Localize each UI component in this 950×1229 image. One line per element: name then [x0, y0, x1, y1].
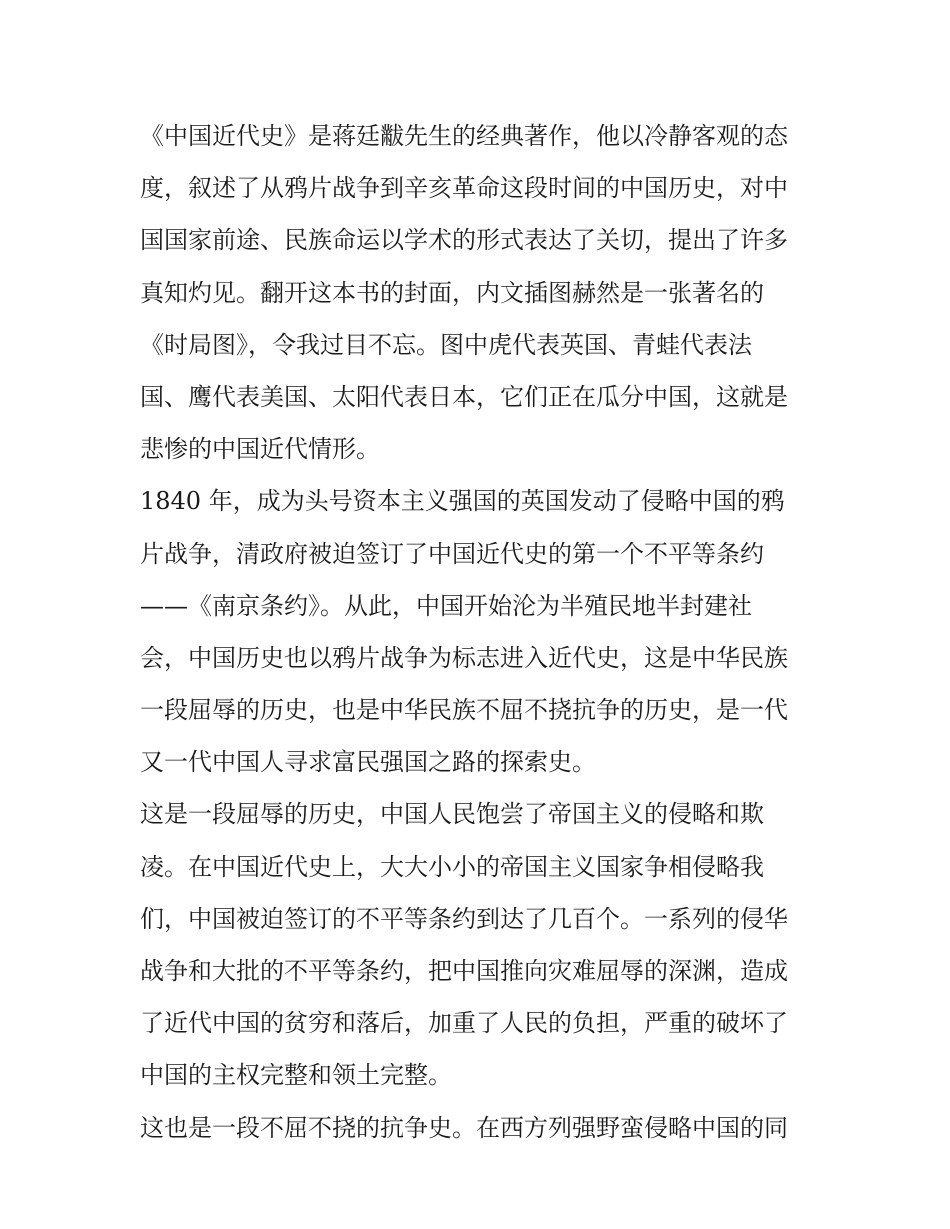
paragraph-4: [140, 1102, 812, 1154]
text-line: 真知灼见。翻开这本书的封面，内文插图赫然是一张著名的: [140, 278, 764, 307]
text-line: 这也是一段不屈不挠的抗争史。在西方列强野蛮侵略中国的同: [140, 1113, 788, 1142]
text-line: 凌。在中国近代史上，大大小小的帝国主义国家争相侵略我: [140, 852, 764, 881]
paragraph-3: [140, 788, 812, 1101]
paragraph-1: [140, 110, 812, 475]
text-line: ——《南京条约》。从此，中国开始沦为半殖民地半封建社: [140, 591, 752, 620]
paragraph-2: [140, 475, 812, 788]
text-line: 国国家前途、民族命运以学术的形式表达了关切，提出了许多: [140, 226, 788, 255]
text-column: [140, 110, 812, 1154]
text-line: 《中国近代史》是蒋廷黻先生的经典著作，他以冷静客观的态: [140, 122, 788, 150]
text-line: 会，中国历史也以鸦片战争为标志进入近代史，这是中华民族: [140, 643, 788, 672]
text-line: 们，中国被迫签订的不平等条约到达了几百个。一系列的侵华: [140, 904, 788, 933]
text-line: 这是一段屈辱的历史，中国人民饱尝了帝国主义的侵略和欺: [140, 800, 764, 829]
text-line: 1840 年，成为头号资本主义强国的英国发动了侵略中国的鸦: [140, 487, 785, 516]
text-line: 了近代中国的贫穷和落后，加重了人民的负担，严重的破坏了: [140, 1009, 788, 1038]
text-line: 《时局图》，令我过目不忘。图中虎代表英国、青蛙代表法: [140, 330, 752, 359]
text-line: 国、鹰代表美国、太阳代表日本，它们正在瓜分中国，这就是: [140, 382, 788, 411]
text-line: 片战争，清政府被迫签订了中国近代史的第一个不平等条约: [140, 539, 764, 568]
text-line: 度，叙述了从鸦片战争到辛亥革命这段时间的中国历史，对中: [140, 174, 788, 203]
text-line: 悲惨的中国近代情形。: [140, 435, 380, 464]
text-line: 一段屈辱的历史，也是中华民族不屈不挠抗争的历史，是一代: [140, 696, 788, 725]
text-line: 中国的主权完整和领土完整。: [140, 1061, 452, 1090]
text-line: 战争和大批的不平等条约，把中国推向灾难屈辱的深渊，造成: [140, 957, 788, 985]
text-line: 又一代中国人寻求富民强国之路的探索史。: [140, 748, 596, 777]
